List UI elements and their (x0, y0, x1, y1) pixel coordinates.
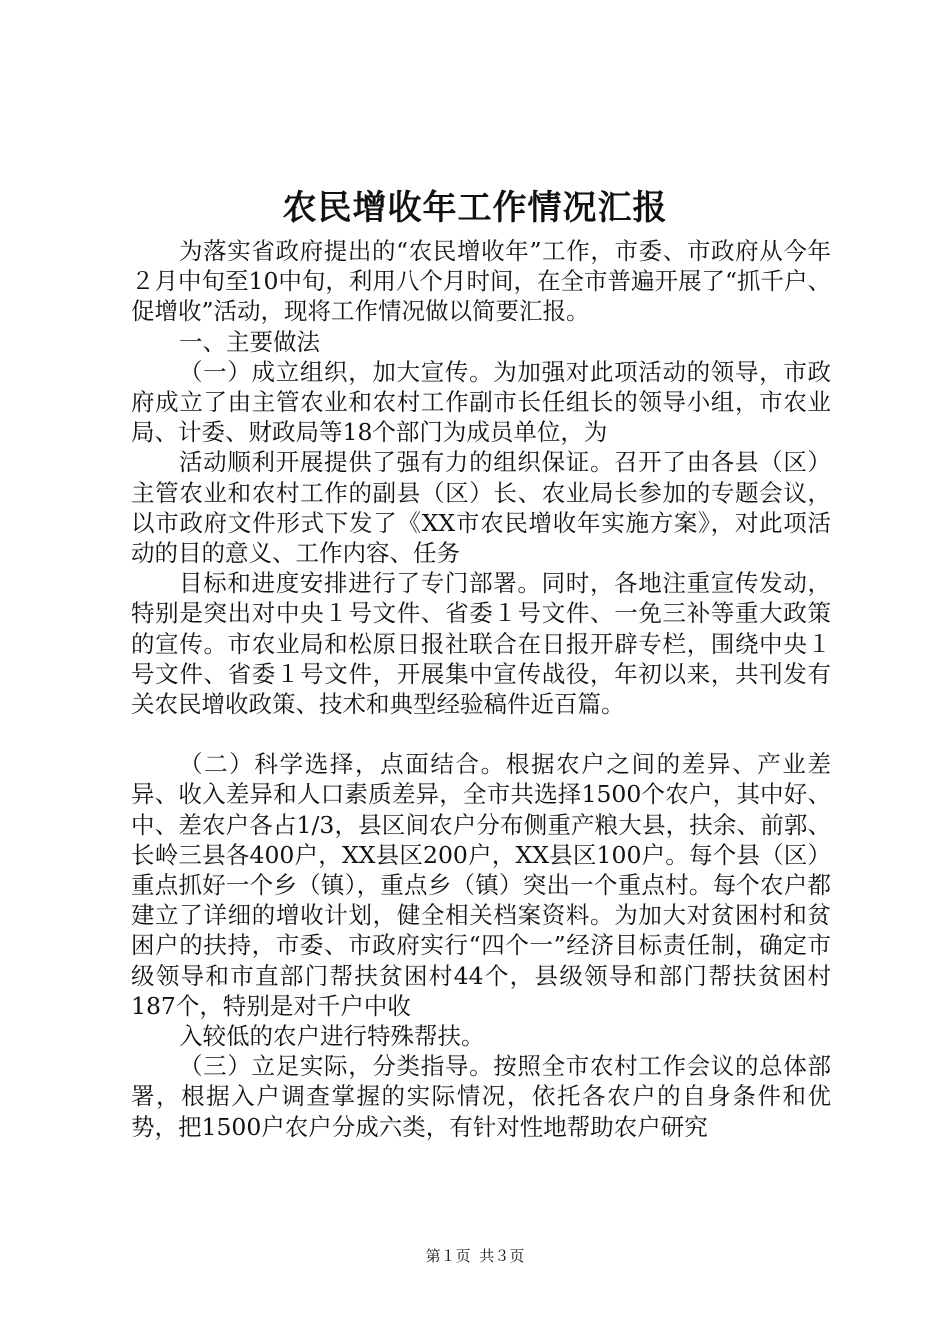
paragraph-spacer (131, 719, 831, 749)
page-footer (0, 1245, 950, 1267)
paragraph-organization: （一）成立组织，加大宣传。为加强对此项活动的领导，市政府成立了由主管农业和农村工作副市长任组长的领导小组，市农业局、计委、财政局等18个部门为成员单位，为 (131, 357, 831, 447)
paragraph-organization-cont: 活动顺利开展提供了强有力的组织保证。召开了由各县（区）主管农业和农村工作的副县（区）长、农业局长参加的专题会议，以市政府文件形式下发了《XX市农民增收年实施方案》，对此项活动的目的意义、工作内容、任务 (131, 448, 831, 568)
document-body (131, 236, 831, 1142)
document-title: 农民增收年工作情况汇报 (282, 188, 668, 228)
paragraph-guidance: （三）立足实际，分类指导。按照全市农村工作会议的总体部署，根据入户调查掌握的实际情况，依托各农户的自身条件和优势，把1500户农户分成六类，有针对性地帮助农户研究 (131, 1052, 831, 1141)
paragraph-selection-cont: 入较低的农户进行特殊帮扶。 (179, 1022, 485, 1051)
paragraph-intro: 为落实省政府提出的“农民增收年”工作，市委、市政府从今年２月中旬至10中旬，利用八个月时间，在全市普遍开展了“抓千户、促增收”活动，现将工作情况做以简要汇报。 (131, 237, 831, 326)
page-total: 共３页 (479, 1247, 525, 1265)
page-number: 第１页 (425, 1247, 471, 1265)
paragraph-publicity: 目标和进度安排进行了专门部署。同时，各地注重宣传发动，特别是突出对中央１号文件、省委１号文件、一免三补等重大政策的宣传。市农业局和松原日报社联合在日报开辟专栏，围绕中央１号文件、省委１号文件，开展集中宣传战役，年初以来，共刊发有关农民增收政策、技术和典型经验稿件近百篇。 (131, 569, 831, 719)
paragraph-selection: （二）科学选择，点面结合。根据农户之间的差异、产业差异、收入差异和人口素质差异，全市共选择1500个农户，其中好、中、差农户各占1/3，县区间农户分布侧重产粮大县，扶余、前郭、长岭三县各400户，XX县区200户，XX县区100户。每个县（区）重点抓好一个乡（镇），重点乡（镇）突出一个重点村。每个农户都建立了详细的增收计划，健全相关档案资料。为加大对贫困村和贫困户的扶持，市委、市政府实行“四个一”经济目标责任制，确定市级领导和市直部门帮扶贫困村44个，县级领导和部门帮扶贫困村187个，特别是对千户中收 (131, 750, 831, 1020)
section-heading-main-practices: 一、主要做法 (179, 327, 320, 356)
